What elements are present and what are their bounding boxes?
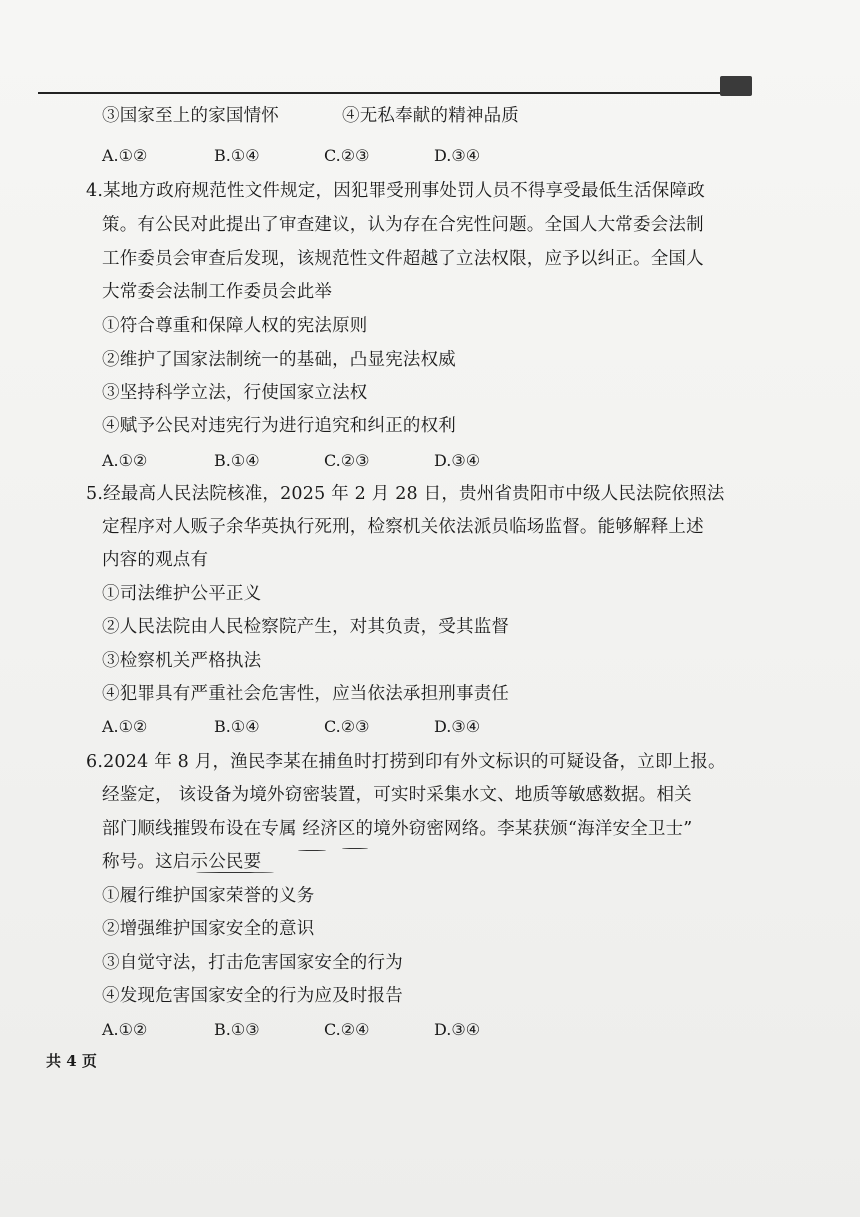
q4-item-2: ②维护了国家法制统一的基础，凸显宪法权威	[102, 350, 456, 370]
q5-stem-line: 5.经最高人民法院核准，2025 年 2 月 28 日，贵州省贵阳市中级人民法院依照法	[86, 484, 725, 504]
option-b: B.①④	[214, 717, 260, 736]
pen-mark	[342, 848, 368, 849]
q4-item-1: ①符合尊重和保障人权的宪法原则	[102, 316, 368, 336]
q6-stem-line: 部门顺线摧毁布设在专属 经济区的境外窃密网络。李某获颁“海洋安全卫士”	[102, 819, 693, 839]
pen-mark	[298, 850, 326, 851]
option-b: B.①④	[214, 146, 260, 165]
q5-item-4: ④犯罪具有严重社会危害性，应当依法承担刑事责任	[102, 684, 510, 704]
q5-stem-line: 定程序对人贩子余华英执行死刑，检察机关依法派员临场监督。能够解释上述	[102, 517, 704, 537]
option-a: A.①②	[102, 451, 148, 470]
option-c: C.②③	[324, 717, 370, 736]
option-c: C.②④	[324, 1020, 370, 1039]
q6-stem-line: 6.2024 年 8 月，渔民李某在捕鱼时打捞到印有外文标识的可疑设备，立即上报。	[86, 752, 726, 772]
q4-stem-line: 工作委员会审查后发现，该规范性文件超越了立法权限，应予以纠正。全国人	[102, 249, 704, 269]
option-a: A.①②	[102, 1020, 148, 1039]
option-a: A.①②	[102, 717, 148, 736]
prev-item-3: ③国家至上的家国情怀	[102, 106, 279, 126]
q4-item-3: ③坚持科学立法，行使国家立法权	[102, 383, 368, 403]
q6-item-4: ④发现危害国家安全的行为应及时报告	[102, 986, 403, 1006]
q6-item-2: ②增强维护国家安全的意识	[102, 919, 315, 939]
corner-mark	[720, 76, 752, 96]
option-a: A.①②	[102, 146, 148, 165]
option-b: B.①③	[214, 1020, 260, 1039]
q5-item-2: ②人民法院由人民检察院产生，对其负责，受其监督	[102, 617, 510, 637]
page-count-footer: 共 4 页	[46, 1052, 97, 1070]
option-d: D.③④	[434, 146, 481, 165]
option-b: B.①④	[214, 451, 260, 470]
q6-stem-line: 称号。这启示公民要	[102, 852, 262, 872]
option-d: D.③④	[434, 1020, 481, 1039]
prev-item-4: ④无私奉献的精神品质	[342, 106, 519, 126]
q5-stem-line: 内容的观点有	[102, 550, 209, 570]
option-d: D.③④	[434, 717, 481, 736]
q4-item-4: ④赋予公民对违宪行为进行追究和纠正的权利	[102, 416, 456, 436]
option-c: C.②③	[324, 451, 370, 470]
pen-underline	[196, 872, 274, 873]
q6-stem-line: 经鉴定， 该设备为境外窃密装置，可实时采集水文、地质等敏感数据。相关	[102, 785, 692, 805]
q5-item-3: ③检察机关严格执法	[102, 651, 262, 671]
q4-stem-line: 大常委会法制工作委员会此举	[102, 282, 333, 302]
option-d: D.③④	[434, 451, 481, 470]
q5-item-1: ①司法维护公平正义	[102, 584, 262, 604]
option-c: C.②③	[324, 146, 370, 165]
q6-item-1: ①履行维护国家荣誉的义务	[102, 886, 315, 906]
q4-stem-line: 4.某地方政府规范性文件规定，因犯罪受刑事处罚人员不得享受最低生活保障政	[86, 181, 705, 201]
q4-stem-line: 策。有公民对此提出了审查建议，认为存在合宪性问题。全国人大常委会法制	[102, 215, 704, 235]
header-rule	[38, 92, 722, 94]
q6-item-3: ③自觉守法，打击危害国家安全的行为	[102, 953, 403, 973]
